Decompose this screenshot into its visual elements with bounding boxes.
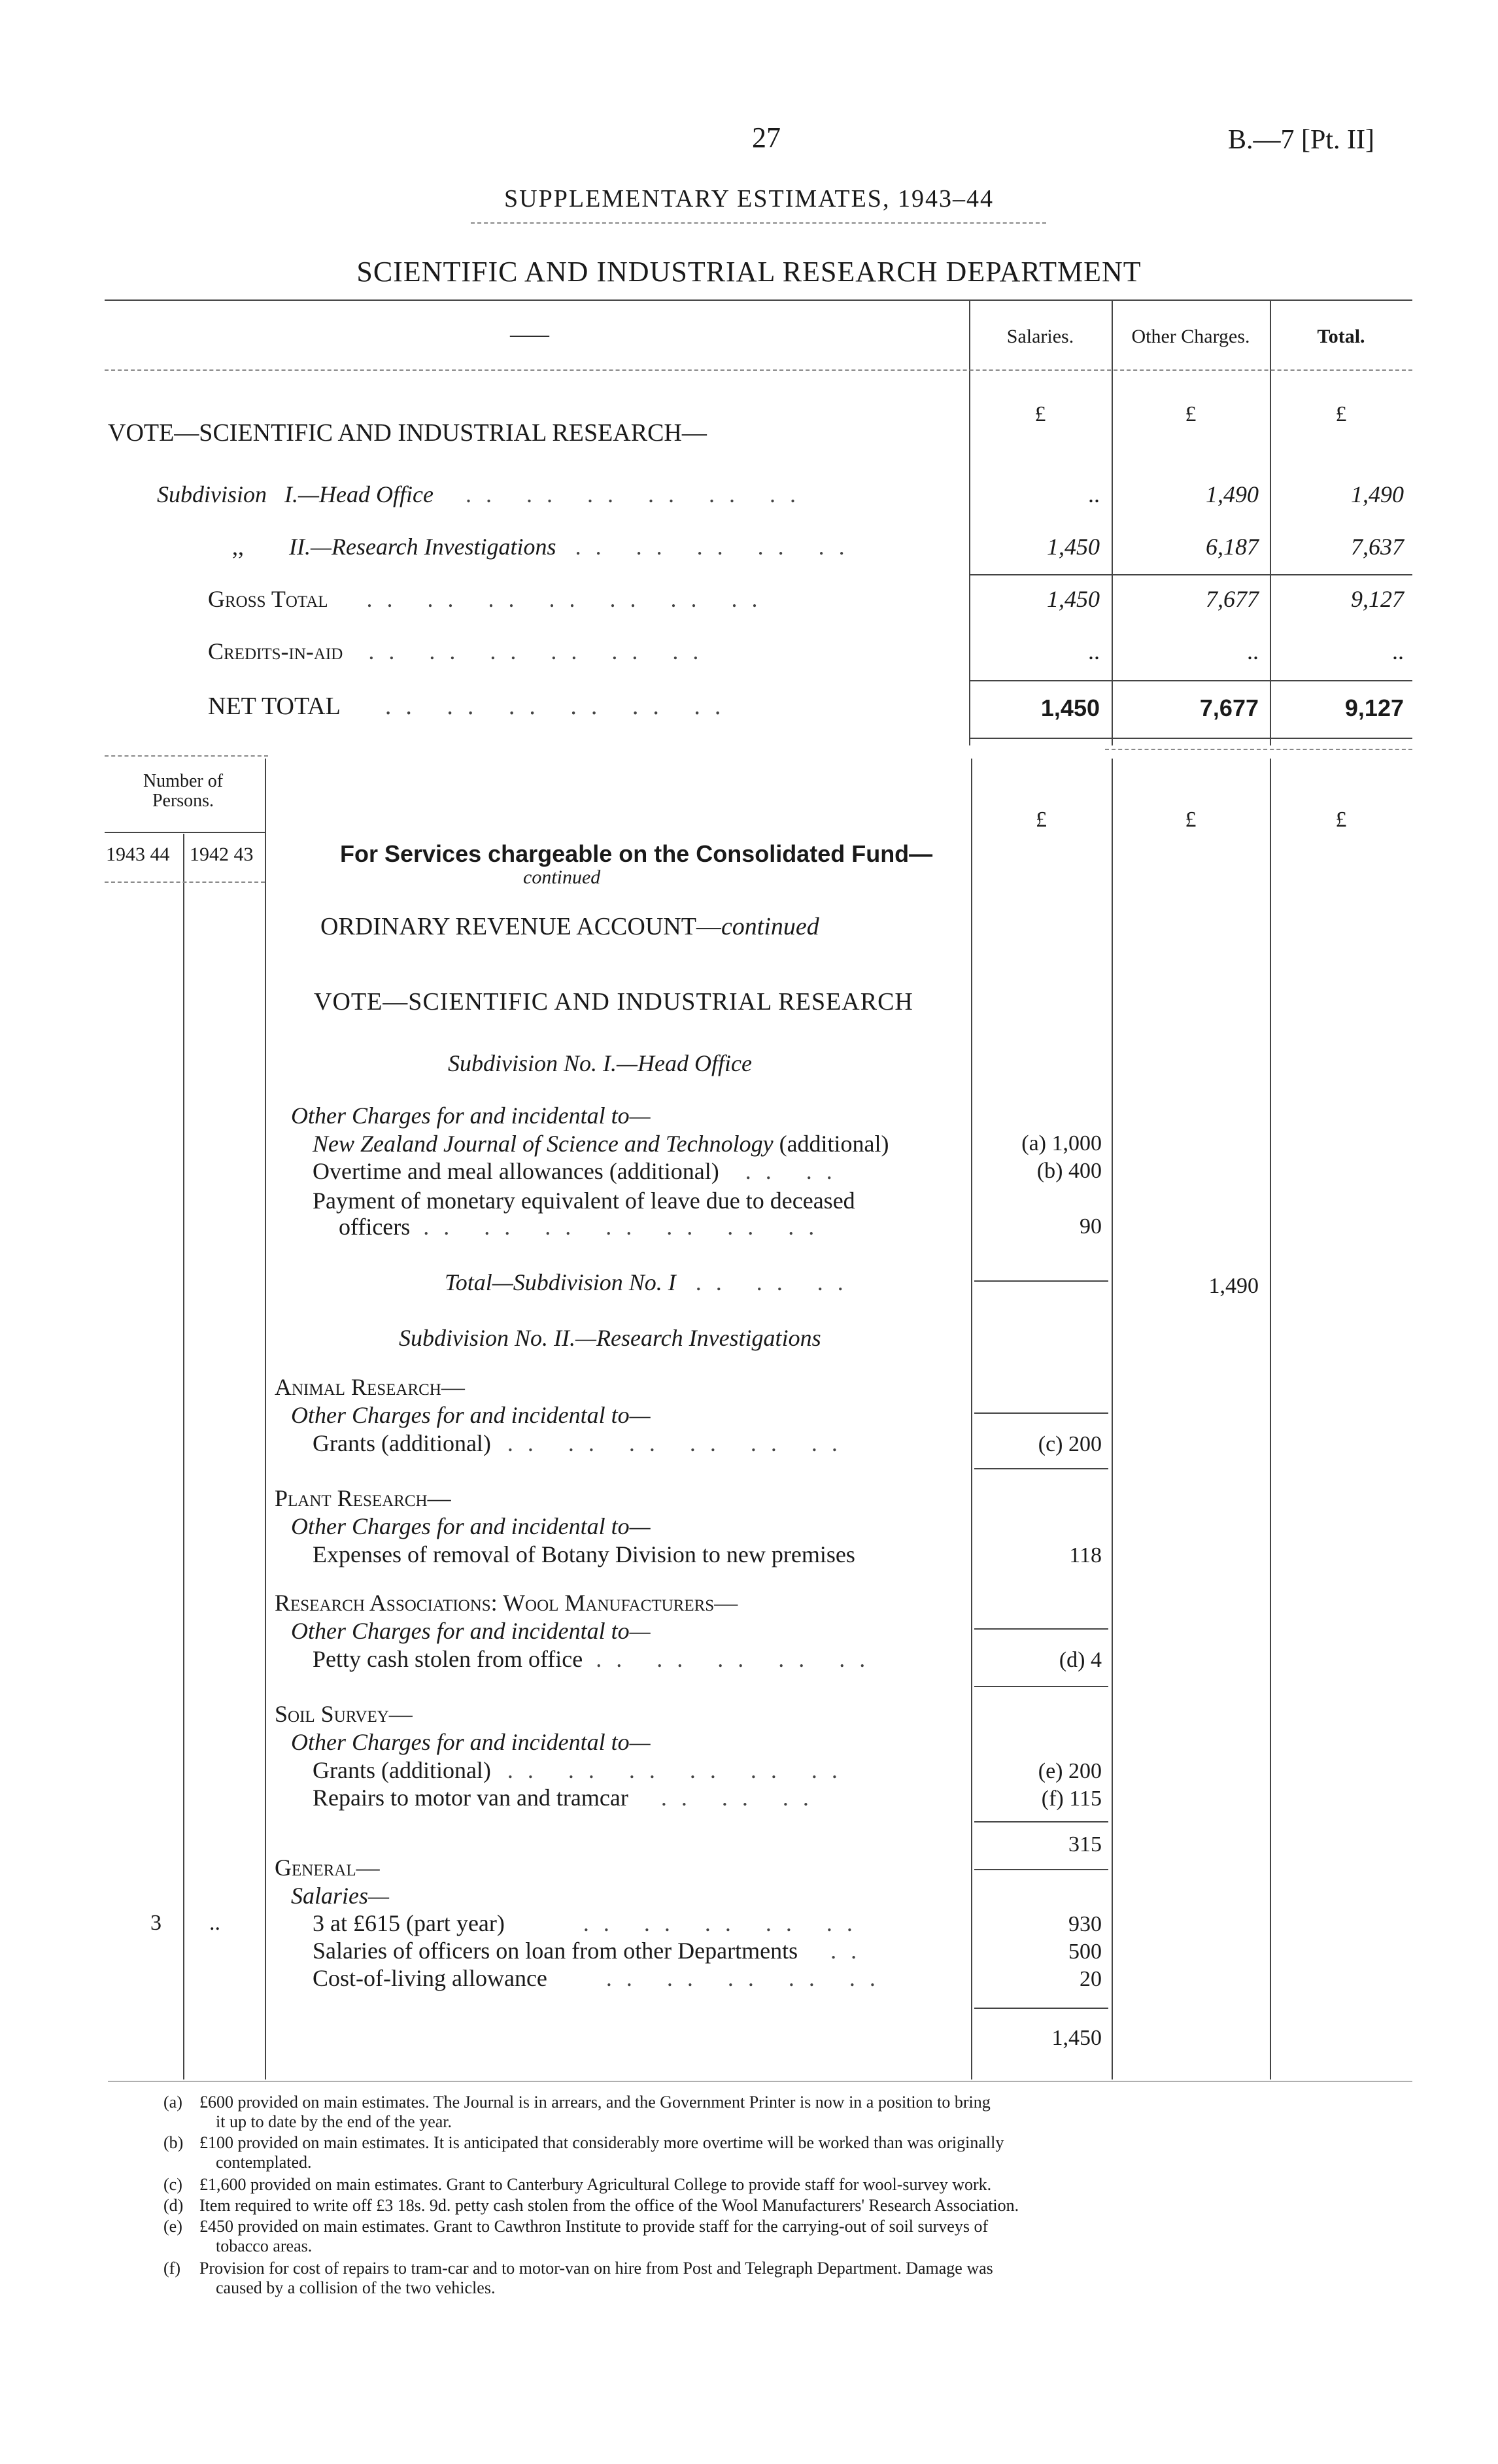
sub1-item: Overtime and meal allowances (additional) .. .. [313,1158,847,1184]
account-continued: continued [721,913,819,940]
footnote-f-line1: Provision for cost of repairs to tram-car and to motor-van on hire from Post and Telegraph Department. Damage was [199,2259,993,2278]
sub1-item-amount: (a) 1,000 [1021,1131,1102,1155]
detail-vote-title: VOTE—SCIENTIFIC AND INDUSTRIAL RESEARCH [314,988,913,1016]
assoc-item-text: Petty cash stolen from office [313,1646,583,1672]
animal-research-heading: Animal Research— [275,1374,465,1400]
general-amount-1: 930 [1068,1912,1102,1936]
footnote-e-mark: (e) [163,2217,182,2236]
general-persons-1942: .. [209,1911,220,1935]
sub1-item-text: Overtime and meal allowances (additional) [313,1158,719,1184]
general-amount-3: 20 [1080,1967,1102,1991]
general-persons-1943: 3 [150,1911,162,1935]
sub1-item-text: New Zealand Journal of Science and Technology [313,1131,774,1157]
summary-col-total: Total. [1317,326,1365,347]
footnote-b-line1: £100 provided on main estimates. It is anticipated that considerably more overtime will be worked than was originally [199,2133,1004,2152]
detail-currency-3: £ [1335,808,1347,832]
footnote-c-line1: £1,600 provided on main estimates. Grant to Canterbury Agricultural College to provide staff for wool-survey work. [199,2175,992,2194]
summary-row-label: Gross Total .. .. .. .. .. .. .. [208,586,772,612]
soil-item-1-text: Grants (additional) [313,1757,491,1783]
plant-charges-heading: Other Charges for and incidental to— [291,1513,651,1539]
summary-row-label: Credits-in-aid .. .. .. .. .. .. [208,638,713,664]
footnote-d-mark: (d) [163,2196,184,2215]
detail-amount-line-3 [1270,759,1271,2079]
summary-total-value: 7,637 [1351,534,1404,560]
soil-amount-2: (f) 115 [1041,1787,1102,1811]
footnote-a-line2: it up to date by the end of the year. [216,2112,452,2131]
animal-bottom-rule [974,1468,1108,1469]
sub1-item-suffix: (additional) [773,1131,889,1157]
footnote-a-line1: £600 provided on main estimates. The Journal is in arrears, and the Government Printer is now in a position to bring [199,2093,991,2112]
sub1-item-text: Payment of monetary equivalent of leave due to deceased [313,1188,855,1214]
summary-currency-total: £ [1335,402,1347,426]
summary-header-rule [105,369,1412,371]
general-total: 1,450 [1051,2026,1102,2050]
assoc-bottom-rule [974,1686,1108,1687]
summary-salaries-value: 1,450 [1040,694,1100,721]
fund-continued: continued [523,866,601,888]
summary-net-rule [969,680,1412,681]
general-amount-2: 500 [1068,1940,1102,1964]
soil-survey-heading: Soil Survey— [275,1701,413,1727]
persons-year-divider [183,834,184,2079]
subdivision-2-title: Subdivision No. II.—Research Investigations [399,1325,821,1351]
summary-other-value: .. [1247,638,1259,664]
persons-column-line [265,759,266,2079]
summary-col-salaries: Salaries. [1006,326,1074,347]
subtitle-rule [471,222,1046,224]
soil-subtotal-rule [974,1821,1108,1822]
summary-other-value: 6,187 [1206,534,1259,560]
sub1-charges-heading: Other Charges for and incidental to— [291,1103,651,1129]
summary-end-rule [1105,749,1412,750]
persons-header: Number of Persons. [143,771,224,811]
animal-top-rule [974,1412,1108,1414]
footnote-f-mark: (f) [163,2259,180,2278]
subdivision-1-title: Subdivision No. I.—Head Office [448,1050,752,1076]
animal-charges-heading: Other Charges for and incidental to— [291,1402,651,1428]
plant-research-heading: Plant Research— [275,1485,451,1511]
summary-currency-other: £ [1185,402,1197,426]
footnote-e-line2: tobacco areas. [216,2236,313,2255]
sub1-total-label: Total—Subdivision No. I .. .. .. [445,1269,858,1295]
detail-currency-1: £ [1036,808,1047,832]
general-item-3-text: Cost-of-living allowance [313,1965,547,1991]
sub1-item-amount: (b) 400 [1036,1159,1102,1183]
summary-total-value: 9,127 [1344,694,1404,721]
sub1-item: officers .. .. .. .. .. .. .. [339,1214,829,1240]
document-reference: B.—7 [Pt. II] [1228,125,1374,155]
summary-row-name: II.—Research Investigations [289,534,556,560]
page-number: 27 [752,122,781,154]
sub1-total-amount: 1,490 [1208,1274,1259,1298]
account-title [320,912,819,941]
general-item-1: 3 at £615 (part year) .. .. .. .. .. [313,1910,867,1936]
footnote-d-line1: Item required to write off £3 18s. 9d. petty cash stolen from the office of the Wool Manufacturers' Research Association. [199,2196,1019,2215]
soil-charges-heading: Other Charges for and incidental to— [291,1729,651,1755]
assoc-top-rule [974,1628,1108,1630]
summary-vote-title: VOTE—SCIENTIFIC AND INDUSTRIAL RESEARCH— [108,419,707,447]
footnote-f-line2: caused by a collision of the two vehicles. [216,2278,496,2297]
summary-row-label: ,, II.—Research Investigations .. .. .. .. .. [232,534,859,560]
sub1-item [313,1130,889,1157]
summary-row-prefix: ,, [232,534,244,560]
summary-row-prefix: Subdivision [157,481,267,507]
soil-amount-1: (e) 200 [1038,1759,1102,1783]
persons-top-rule [105,755,268,757]
assoc-item: Petty cash stolen from office .. .. .. .. .. [313,1646,880,1672]
footnote-c-mark: (c) [163,2175,182,2194]
plant-amount: 118 [1069,1543,1102,1567]
detail-currency-2: £ [1185,808,1197,832]
soil-bottom-rule [974,1869,1108,1870]
estimates-subtitle: SUPPLEMENTARY ESTIMATES, 1943–44 [504,185,994,213]
sub1-item-amount: 90 [1080,1214,1102,1239]
summary-other-value: 7,677 [1199,694,1259,721]
summary-total-value: 9,127 [1351,586,1404,612]
summary-row-name: I.—Head Office [284,481,434,507]
summary-subtotal-rule [969,574,1412,575]
research-associations-heading: Research Associations: Wool Manufacturers— [275,1590,738,1616]
account-title-text: ORDINARY REVENUE ACCOUNT— [320,913,721,940]
summary-col-line-1 [969,301,970,745]
summary-total-value: .. [1392,638,1404,664]
sub1-item-text: officers [339,1214,411,1240]
fund-title: For Services chargeable on the Consolidated Fund— [340,840,933,867]
general-total-rule [974,2008,1108,2009]
animal-item: Grants (additional) .. .. .. .. .. .. [313,1430,852,1456]
soil-item-2: Repairs to motor van and tramcar .. .. .. [313,1785,823,1811]
general-salaries-heading: Salaries— [291,1883,390,1909]
summary-salaries-value: 1,450 [1047,534,1100,560]
summary-salaries-value: 1,450 [1047,586,1100,612]
department-title: SCIENTIFIC AND INDUSTRIAL RESEARCH DEPARTMENT [356,256,1142,288]
summary-col-line-3 [1270,301,1271,745]
summary-total-value: 1,490 [1351,481,1404,507]
animal-amount: (c) 200 [1038,1432,1102,1456]
summary-row-label: Subdivision I.—Head Office .. .. .. .. .. .. [157,481,810,507]
footnote-e-line1: £450 provided on main estimates. Grant to Cawthron Institute to provide staff for the carrying-out of soil surveys of [199,2217,989,2236]
summary-blank-column: —— [510,324,549,345]
detail-amount-line-1 [971,759,972,2079]
summary-salaries-value: .. [1088,638,1100,664]
detail-amount-line-2 [1112,759,1113,2079]
general-item-2-text: Salaries of officers on loan from other Departments [313,1938,798,1964]
assoc-amount: (d) 4 [1059,1648,1102,1672]
footnote-b-mark: (b) [163,2133,184,2152]
summary-bottom-rule [969,738,1412,739]
summary-currency-salaries: £ [1034,402,1046,426]
soil-item-2-text: Repairs to motor van and tramcar [313,1785,628,1811]
general-item-3: Cost-of-living allowance .. .. .. .. .. [313,1965,890,1991]
assoc-charges-heading: Other Charges for and incidental to— [291,1618,651,1644]
footnote-b-line2: contemplated. [216,2153,312,2172]
summary-row-label: NET TOTAL .. .. .. .. .. .. [208,693,736,720]
persons-header-rule [105,832,265,833]
summary-row-name: Gross Total [208,586,328,612]
general-heading: General— [275,1855,380,1881]
summary-other-value: 7,677 [1206,586,1259,612]
summary-other-value: 1,490 [1206,481,1259,507]
summary-col-other-charges: Other Charges. [1131,326,1250,347]
summary-row-name: NET TOTAL [208,693,340,720]
sub1-total-rule [974,1280,1108,1282]
general-item-2: Salaries of officers on loan from other Departments .. [313,1938,872,1964]
summary-salaries-value: .. [1088,481,1100,507]
animal-item-text: Grants (additional) [313,1430,491,1456]
plant-item-text: Expenses of removal of Botany Division to new premises [313,1541,855,1567]
persons-year-1942: 1942 43 [190,844,254,865]
summary-col-line-2 [1112,301,1113,745]
sub1-total-text: Total—Subdivision No. I [445,1269,676,1295]
persons-year-1943: 1943 44 [106,844,170,865]
footnote-a-mark: (a) [163,2093,182,2112]
persons-year-rule [105,881,265,883]
soil-subtotal: 315 [1068,1832,1102,1857]
soil-item-1: Grants (additional) .. .. .. .. .. .. [313,1757,852,1783]
general-item-1-text: 3 at £615 (part year) [313,1910,505,1936]
summary-top-rule [105,299,1412,301]
summary-row-name: Credits-in-aid [208,638,343,664]
